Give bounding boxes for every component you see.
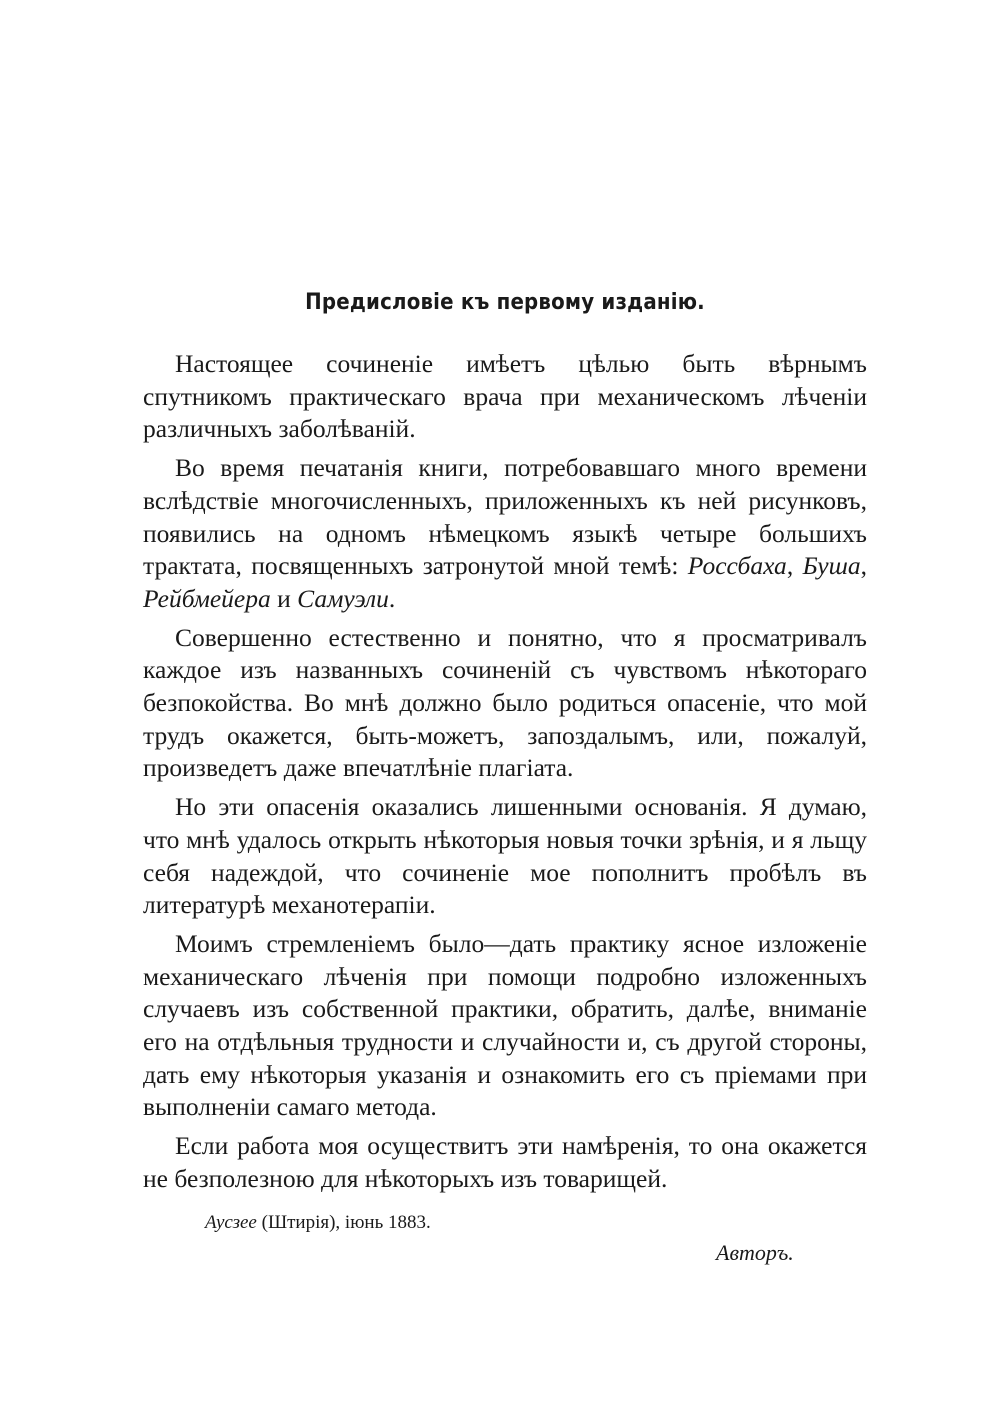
paragraph-6: Если работа моя осуществитъ эти намѣренія, то она окажется не безполезною для нѣкоторыхъ изъ товарищей. — [143, 1131, 867, 1193]
author-signature: Авторъ. — [716, 1240, 794, 1265]
preface-title: Предисловіе къ первому изданію. — [305, 290, 705, 315]
separator: , — [786, 551, 803, 581]
paragraph-3: Совершенно естественно и понятно, что я просматривалъ каждое изъ названныхъ сочиненій съ чувствомъ нѣкотораго безпокойства. Во мнѣ должно было родиться опасеніе, что мой трудъ окажется, быть-можетъ, запоздалымъ, или, пожалуй, произведетъ даже впечатлѣніе плагіата. — [143, 622, 867, 783]
paragraph-2-end: . — [388, 583, 396, 613]
place-date-line — [205, 1212, 431, 1234]
preface-body — [143, 348, 867, 1202]
author-reibmayr: Рейбмейера — [143, 583, 271, 613]
author-rossbach: Россбаха — [687, 551, 787, 581]
place-name: Аусзее — [205, 1212, 257, 1233]
paragraph-2 — [143, 452, 867, 616]
separator: , — [860, 551, 867, 581]
author-busch: Буша — [802, 551, 861, 581]
separator: и — [270, 583, 298, 613]
paragraph-4: Но эти опасенія оказались лишенными основанія. Я думаю, что мнѣ удалось открыть нѣкоторыя новыя точки зрѣнія, и я льщу себя надеждой, что сочиненіе мое пополнитъ пробѣлъ въ литературѣ механотерапіи. — [143, 792, 867, 920]
author-samueli: Самуэли — [297, 583, 389, 613]
paragraph-1: Настоящее сочиненіе имѣетъ цѣлью быть вѣрнымъ спутникомъ практическаго врача при механическомъ лѣченіи различныхъ заболѣваній. — [143, 349, 867, 444]
paragraph-2-text: Во время печатанія книги, потребовавшаго много времени вслѣдствіе многочисленныхъ, приложенныхъ къ ней рисунковъ, появились на одномъ нѣмецкомъ языкѣ четыре большихъ трактата, посвященныхъ затронутой мной темѣ: — [143, 453, 867, 581]
paragraph-5: Моимъ стремленіемъ было—дать практику ясное изложеніе механическаго лѣченія при помощи подробно изложенныхъ случаевъ изъ собственной практики, обратить, далѣе, вниманіе его на отдѣльныя трудности и случайности и, съ другой стороны, дать ему нѣкоторыя указанія и ознакомить его съ пріемами при выполненіи самаго метода. — [143, 928, 867, 1122]
place-date-rest: (Штирія), іюнь 1883. — [256, 1212, 431, 1233]
